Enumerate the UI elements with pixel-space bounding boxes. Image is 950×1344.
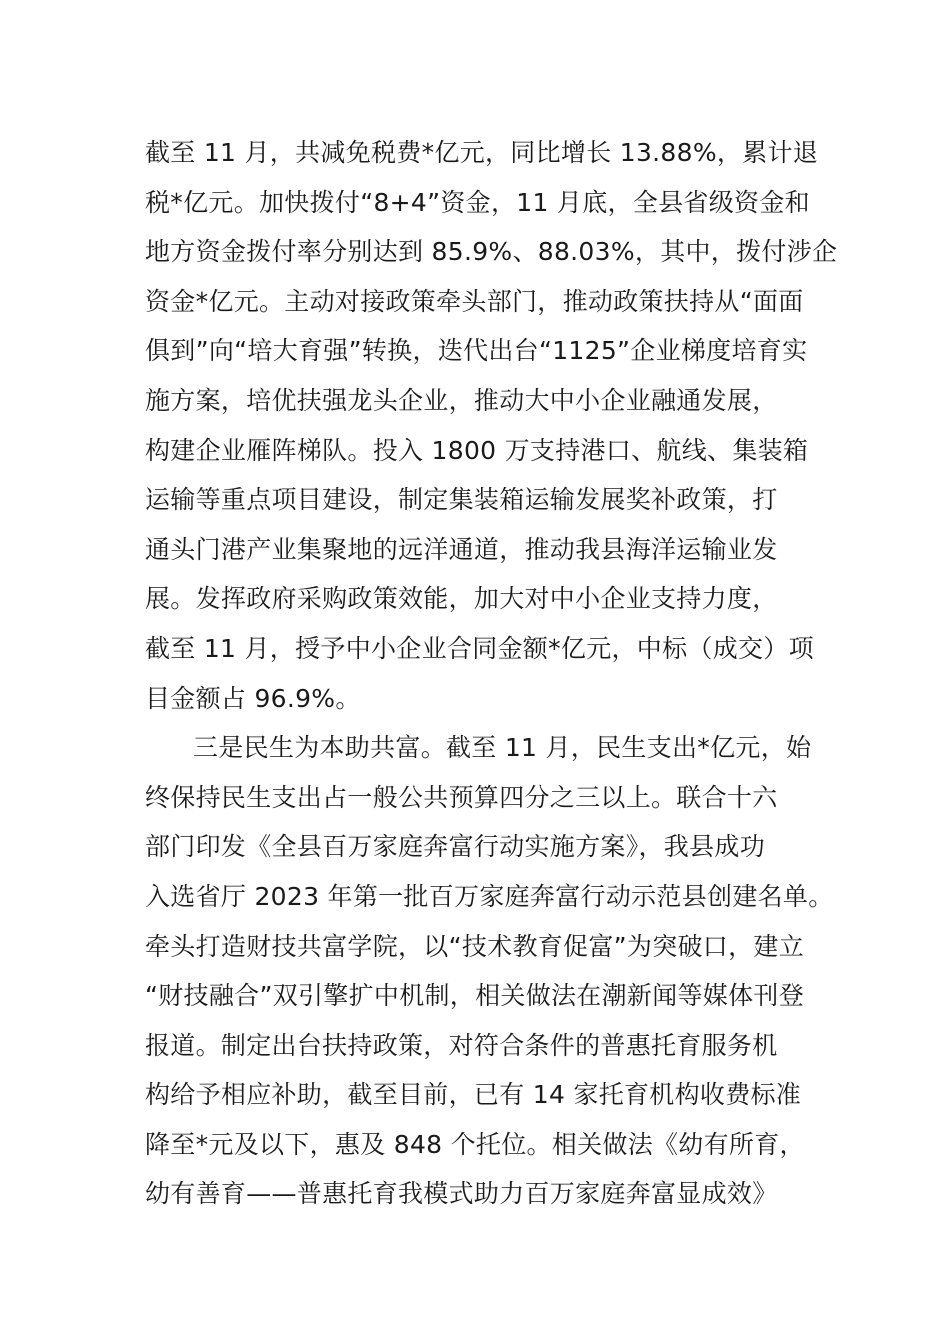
- text-line: 俱到”向“培大育强”转换，迭代出台“1125”企业梯度培育实: [145, 336, 808, 366]
- text-line: “财技融合”双引擎扩中机制，相关做法在潮新闻等媒体刊登: [145, 981, 805, 1011]
- text-line: 幼有善育——普惠托育我模式助力百万家庭奔富显成效》: [145, 1179, 778, 1209]
- text-line: 目金额占 96.9%。: [145, 683, 361, 713]
- text-line: 施方案，培优扶强龙头企业，推动大中小企业融通发展，: [145, 385, 778, 415]
- text-line: 报道。制定出台扶持政策，对符合条件的普惠托育服务机: [145, 1030, 778, 1060]
- text-line-first: 三是民生为本助共富。截至 11 月，民生支出*亿元，始: [193, 733, 812, 763]
- text-line: 降至*元及以下，惠及 848 个托位。相关做法《幼有所育，: [145, 1129, 805, 1159]
- paragraph-fiscal-support: [145, 128, 838, 723]
- text-line: 通头门港产业集聚地的远洋通道，推动我县海洋运输业发: [145, 534, 778, 564]
- paragraph-livelihood: [145, 723, 834, 1219]
- text-line: 牵头打造财技共富学院，以“技术教育促富”为突破口，建立: [145, 931, 805, 961]
- text-line: 构建企业雁阵梯队。投入 1800 万支持港口、航线、集装箱: [145, 435, 809, 465]
- text-line: 税*亿元。加快拨付“8+4”资金，11 月底，全县省级资金和: [145, 187, 810, 217]
- text-line: 终保持民生支出占一般公共预算四分之三以上。联合十六: [145, 782, 778, 812]
- text-line: 部门印发《全县百万家庭奔富行动实施方案》，我县成功: [145, 832, 766, 862]
- text-line: 资金*亿元。主动对接政策牵头部门，推动政策扶持从“面面: [145, 286, 804, 316]
- text-line: 运输等重点项目建设，制定集装箱运输发展奖补政策，打: [145, 485, 778, 515]
- text-line: 展。发挥政府采购政策效能，加大对中小企业支持力度，: [145, 584, 778, 614]
- text-line: 入选省厅 2023 年第一批百万家庭奔富行动示范县创建名单。: [145, 881, 834, 911]
- text-line: 构给予相应补助，截至目前，已有 14 家托育机构收费标准: [145, 1080, 802, 1110]
- text-line: 截至 11 月，授予中小企业合同金额*亿元，中标（成交）项: [145, 633, 814, 663]
- document-body: [145, 128, 838, 1219]
- text-line: 地方资金拨付率分别达到 85.9%、88.03%，其中，拨付涉企: [145, 237, 838, 267]
- text-line: 截至 11 月，共减免税费*亿元，同比增长 13.88%，累计退: [145, 138, 819, 167]
